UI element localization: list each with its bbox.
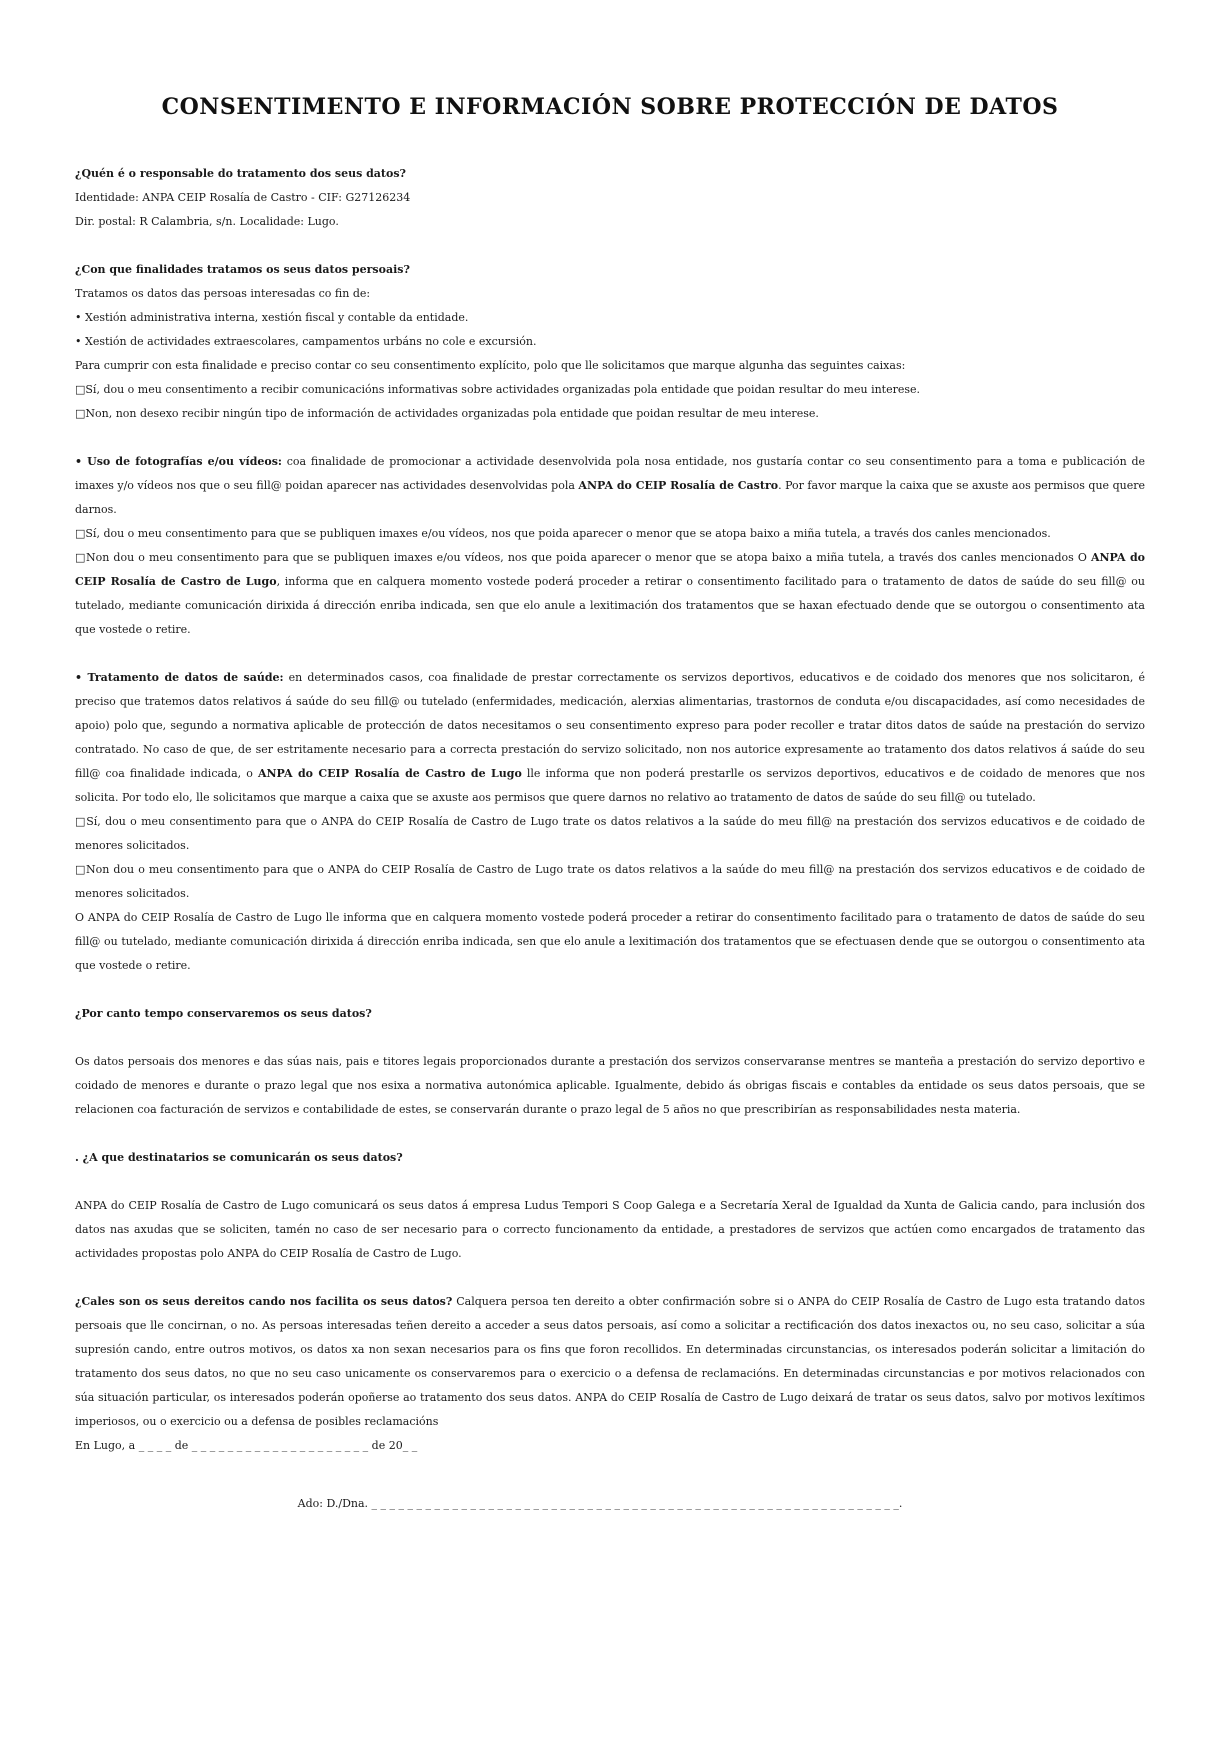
bullet-item: • Xestión de actividades extraescolares, campamentos urbáns no cole e excursión. — [75, 335, 537, 348]
health-checkbox-yes[interactable]: □Sí, dou o meu consentimento para que o ANPA do CEIP Rosalía de Castro de Lugo trate os datos relativos a la saúde do meu fill@ na prestación dos servizos educativos e de coidado de menores solicitados. — [75, 815, 1145, 852]
section-health — [75, 666, 1145, 978]
entity-name: ANPA do CEIP Rosalía de Castro de Lugo — [75, 551, 1145, 588]
document-title: CONSENTIMENTO E INFORMACIÓN SOBRE PROTECCIÓN DE DATOS — [161, 94, 1059, 120]
consent-checkbox-no[interactable]: □Non, non desexo recibir ningún tipo de información de actividades organizadas pola entidade que poidan resultar de meu interese. — [75, 407, 819, 420]
bold-lead: • Tratamento de datos de saúde: — [75, 671, 284, 684]
consent-checkbox-yes[interactable]: □Sí, dou o meu consentimento a recibir comunicacións informativas sobre actividades organizadas pola entidade que poidan resultar do meu interese. — [75, 383, 921, 396]
photos-checkbox-yes[interactable]: □Sí, dou o meu consentimento para que se publiquen imaxes e/ou vídeos, nos que poida aparecer o menor que se atopa baixo a miña tutela, a través dos canles mencionados. — [75, 527, 1051, 540]
section-photos — [75, 450, 1145, 642]
identity-line: Identidade: ANPA CEIP Rosalía de Castro - CIF: G27126234 — [75, 191, 411, 204]
text-line: Tratamos os datos das persoas interesadas co fin de: — [75, 287, 371, 300]
retention-paragraph: Os datos persoais dos menores e das súas nais, pais e titores legais proporcionados durante a prestación dos servizos conservaranse mentres se manteña a prestación do servizo deportivo e coidado de menores e durante o prazo legal que nos esixa a normativa autonómica aplicable. Igualmente, debido ás obrigas fiscais e contables da entidade os seus datos persoais, que se relacionen coa facturación de servizos e contabilidade de estes, se conservarán durante o prazo legal de 5 años no que prescribirían as responsabilidades nesta materia. — [75, 1055, 1145, 1116]
entity-name: ANPA do CEIP Rosalía de Castro — [578, 479, 779, 492]
section-retention — [75, 1002, 1145, 1122]
entity-name: ANPA do CEIP Rosalía de Castro de Lugo — [257, 767, 522, 780]
photos-paragraph — [75, 450, 1145, 522]
bold-lead: ¿Cales son os seus dereitos cando nos facilita os seus datos? — [75, 1295, 453, 1308]
photos-checkbox-no[interactable] — [75, 546, 1145, 642]
text-line: Para cumprir con esta finalidade e preciso contar co seu consentimento explícito, polo que lle solicitamos que marque algunha das seguintes caixas: — [75, 359, 906, 372]
section-heading: ¿Quén é o responsable do tratamento dos seus datos? — [75, 167, 406, 180]
section-rights — [75, 1290, 1145, 1458]
section-responsible — [75, 162, 1145, 234]
section-recipients — [75, 1146, 1145, 1266]
section-heading: . ¿A que destinatarios se comunicarán os seus datos? — [75, 1151, 403, 1164]
paragraph-text: en determinados casos, coa finalidade de prestar correctamente os servizos deportivos, educativos e de coidado dos menores que nos solicitaron, é preciso que tratemos datos relativos á saúde do seu fill@ ou tutelado (enfermidades, medicación, alerxias alimentarias, trastornos de conduta e/ou discapacidades, así como necesidades de apoio) polo que, segundo a normativa aplicable de protección de datos necesitamos o seu consentimento expreso para poder recoller e tratar ditos datos de saúde na prestación do servizo contratado. No caso de que, de ser estritamente necesario para a correcta prestación do servizo solicitado, non nos autorice expresamente ao tratamento dos datos relativos á saúde do seu fill@ coa finalidade indicada, o — [75, 671, 1145, 780]
bullet-item: • Xestión administrativa interna, xestión fiscal y contable da entidade. — [75, 311, 469, 324]
recipients-paragraph: ANPA do CEIP Rosalía de Castro de Lugo comunicará os seus datos á empresa Ludus Tempori S Coop Galega e a Secretaría Xeral de Igualdad da Xunta de Galicia cando, para inclusión dos datos nas axudas que se soliciten, tamén no caso de ser necesario para o correcto funcionamento da entidade, a prestadores de servizos que actúen como encargados de tratamento das actividades propostas polo ANPA do CEIP Rosalía de Castro de Lugo. — [75, 1199, 1145, 1260]
section-heading: ¿Por canto tempo conservaremos os seus datos? — [75, 1007, 372, 1020]
paragraph-text: lle informa que non poderá prestarlle os servizos deportivos, educativos e de coidado de menores que nos solicita. Por todo elo, lle solicitamos que marque a caixa que se axuste aos permisos que quere darnos no relativo ao tratamento de datos de saúde do seu fill@ ou tutelado. — [75, 767, 1145, 804]
paragraph-text: , informa que en calquera momento vostede poderá proceder a retirar o consentimento facilitado para o tratamento de datos de saúde do seu fill@ ou tutelado, mediante comunicación dirixida á dirección enriba indicada, sen que elo anule a lexitimación dos tratamentos que se haxan efectuado dende que se outorgou o consentimento ata que vostede o retire. — [75, 575, 1145, 636]
health-info: O ANPA do CEIP Rosalía de Castro de Lugo lle informa que en calquera momento vostede poderá proceder a retirar do consentimento facilitado para o tratamento de datos de saúde do seu fill@ ou tutelado, mediante comunicación dirixida á dirección enriba indicada, sen que elo anule a lexitimación dos tratamentos que se efectuasen dende que se outorgou o consentimento ata que vostede o retire. — [75, 911, 1145, 972]
date-line[interactable]: En Lugo, a _ _ _ _ de _ _ _ _ _ _ _ _ _ _ _ _ _ _ _ _ _ _ _ _ de 20_ _ — [75, 1439, 418, 1452]
bold-lead: • Uso de fotografías e/ou vídeos: — [75, 455, 282, 468]
address-line: Dir. postal: R Calambria, s/n. Localidade: Lugo. — [75, 215, 339, 228]
paragraph-text: coa finalidade de promocionar a actividade desenvolvida pola nosa entidade, nos gustaría contar co seu consentimento para a toma e publicación de imaxes y/o vídeos nos que o seu fill@ poidan aparecer nas actividades desenvolvidas pola — [75, 455, 1145, 492]
paragraph-text: . Por favor marque la caixa que se axuste aos permisos que quere darnos. — [75, 479, 1145, 516]
rights-paragraph — [75, 1290, 1145, 1434]
health-checkbox-no[interactable]: □Non dou o meu consentimento para que o ANPA do CEIP Rosalía de Castro de Lugo trate os datos relativos a la saúde do meu fill@ na prestación dos servizos educativos e de coidado de menores solicitados. — [75, 863, 1145, 900]
section-heading: ¿Con que finalidades tratamos os seus datos persoais? — [75, 263, 410, 276]
health-paragraph — [75, 666, 1145, 810]
section-purposes — [75, 258, 1145, 426]
paragraph-text: Calquera persoa ten dereito a obter confirmación sobre si o ANPA do CEIP Rosalía de Castro de Lugo esta tratando datos persoais que lle concirnan, o no. As persoas interesadas teñen dereito a acceder a seus datos persoais, así como a solicitar a rectificación dos datos inexactos ou, no seu caso, solicitar a súa supresión cando, entre outros motivos, os datos xa non sexan necesarios para os fins que foron recollidos. En determinadas circunstancias, os interesados poderán solicitar a limitación do tratamento dos seus datos, no que no seu caso unicamente os conservaremos para o exercicio o a defensa de reclamacións. En determinadas circunstancias e por motivos relacionados con súa situación particular, os interesados poderán opoñerse ao tratamento dos seus datos. ANPA do CEIP Rosalía de Castro de Lugo deixará de tratar os seus datos, salvo por motivos lexítimos imperiosos, ou o exercicio ou a defensa de posibles reclamacións — [75, 1295, 1145, 1428]
signature-line[interactable]: Ado: D./Dna. _ _ _ _ _ _ _ _ _ _ _ _ _ _ _ _ _ _ _ _ _ _ _ _ _ _ _ _ _ _ _ _ _ _ _ _ _ _ _ _ _ _ _ _ _ _ _ _ _ _ _ _ _ _ _ _ _ _ _. — [297, 1497, 903, 1510]
paragraph-text: □Non dou o meu consentimento para que se publiquen imaxes e/ou vídeos, nos que poida aparecer o menor que se atopa baixo a miña tutela, a través dos canles mencionados O — [75, 551, 1091, 564]
